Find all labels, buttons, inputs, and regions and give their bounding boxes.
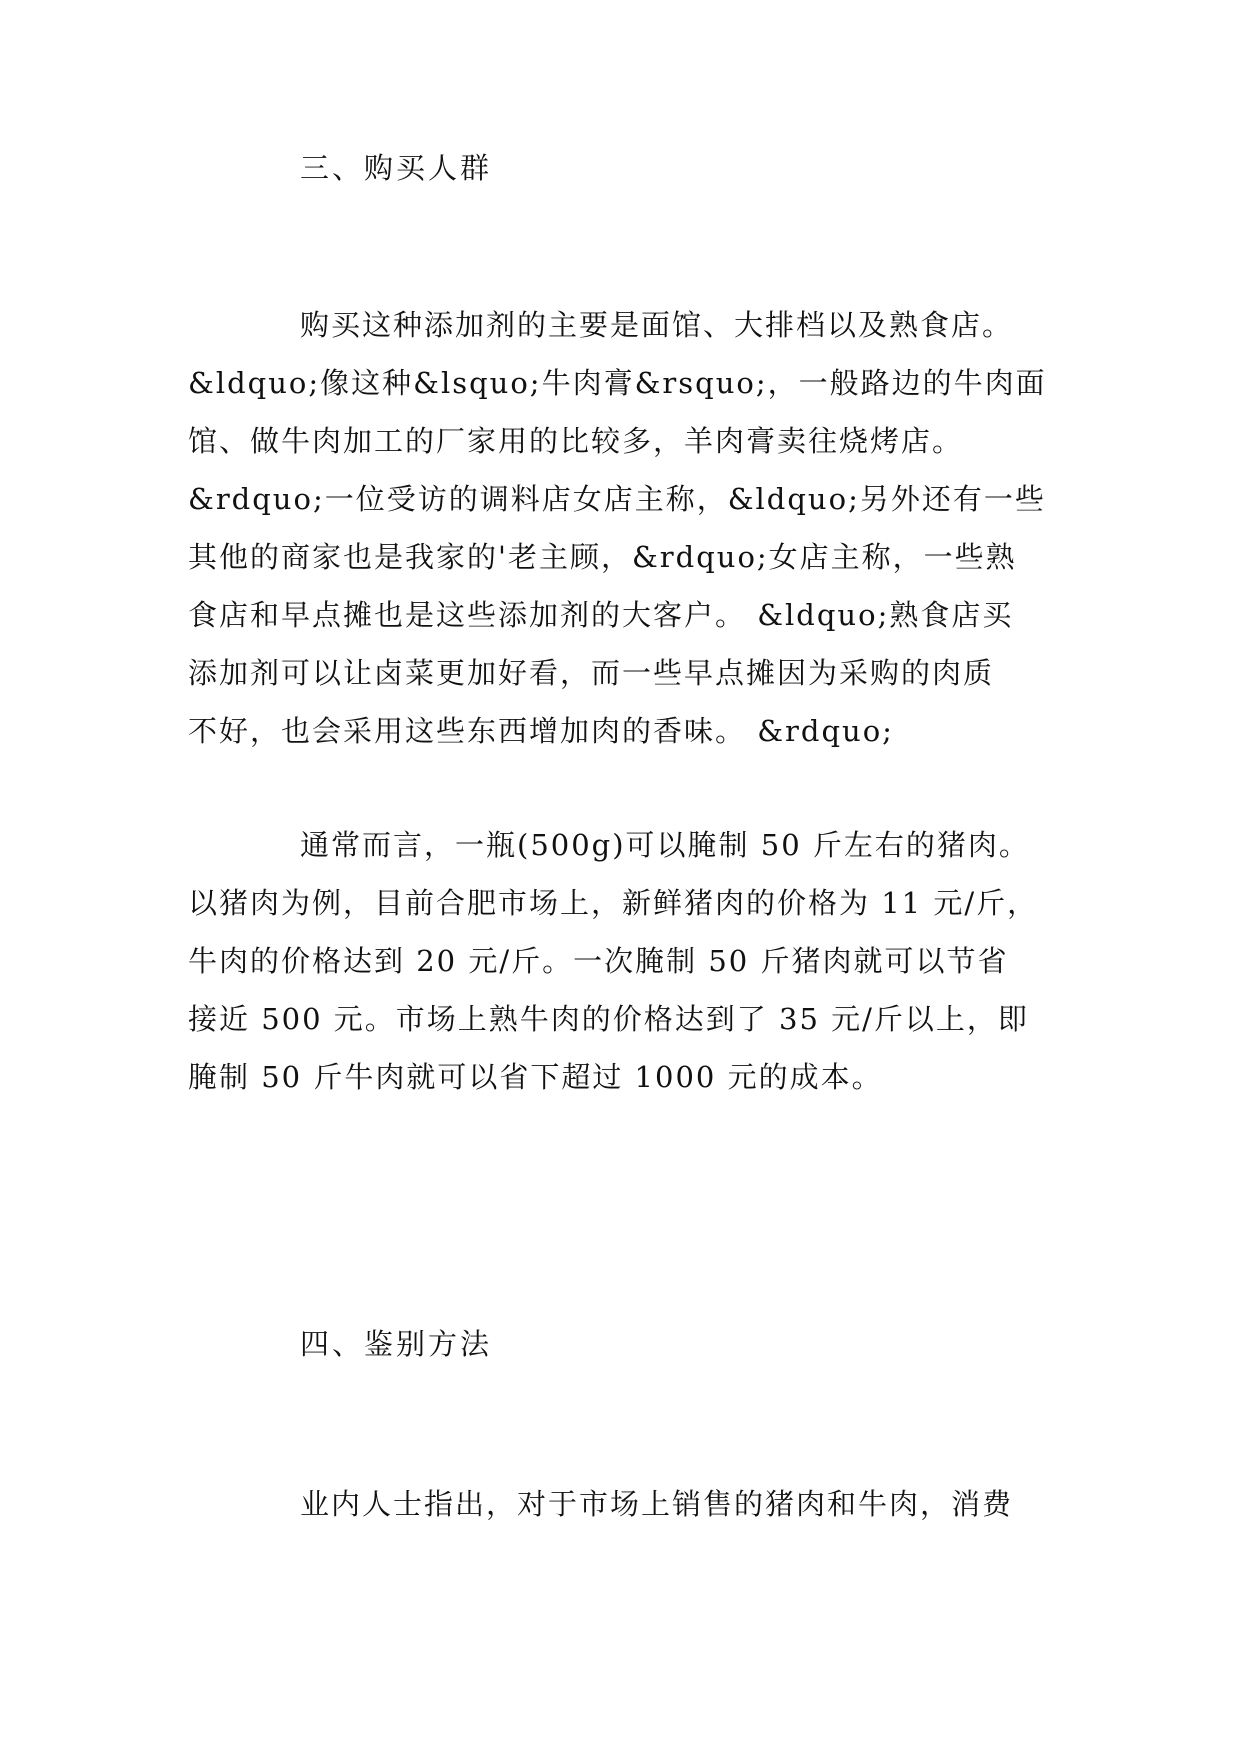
paragraph-line: &rdquo;一位受访的调料店女店主称，&ldquo;另外还有一些 [188, 482, 1046, 516]
paragraph-line: 牛肉的价格达到 20 元/斤。一次腌制 50 斤猪肉就可以节省 [188, 944, 1009, 978]
paragraph-line: 通常而言，一瓶(500g)可以腌制 50 斤左右的猪肉。 [300, 828, 1030, 862]
paragraph-line: 以猪肉为例，目前合肥市场上，新鲜猪肉的价格为 11 元/斤， [188, 886, 1039, 920]
section-heading-3: 三、购买人群 [300, 151, 493, 185]
paragraph-line: 馆、做牛肉加工的厂家用的比较多，羊肉膏卖往烧烤店。 [188, 424, 964, 458]
paragraph-line: 食店和早点摊也是这些添加剂的大客户。 &ldquo;熟食店买 [188, 598, 1014, 632]
paragraph-line: 添加剂可以让卤菜更加好看，而一些早点摊因为采购的肉质 [188, 656, 995, 690]
section-heading-4: 四、鉴别方法 [300, 1327, 493, 1361]
paragraph-identification [188, 1475, 1048, 1533]
paragraph-buyers [188, 296, 1048, 760]
paragraph-line: 业内人士指出，对于市场上销售的猪肉和牛肉，消费 [300, 1487, 1014, 1521]
paragraph-line: 接近 500 元。市场上熟牛肉的价格达到了 35 元/斤以上，即 [188, 1002, 1029, 1036]
paragraph-line: &ldquo;像这种&lsquo;牛肉膏&rsquo;，一般路边的牛肉面 [188, 366, 1047, 400]
paragraph-cost [188, 816, 1048, 1106]
paragraph-line: 不好，也会采用这些东西增加肉的香味。 &rdquo; [188, 714, 894, 748]
paragraph-line: 腌制 50 斤牛肉就可以省下超过 1000 元的成本。 [188, 1060, 883, 1094]
paragraph-line: 购买这种添加剂的主要是面馆、大排档以及熟食店。 [300, 308, 1014, 342]
paragraph-line: 其他的商家也是我家的'老主顾，&rdquo;女店主称，一些熟 [188, 540, 1017, 574]
